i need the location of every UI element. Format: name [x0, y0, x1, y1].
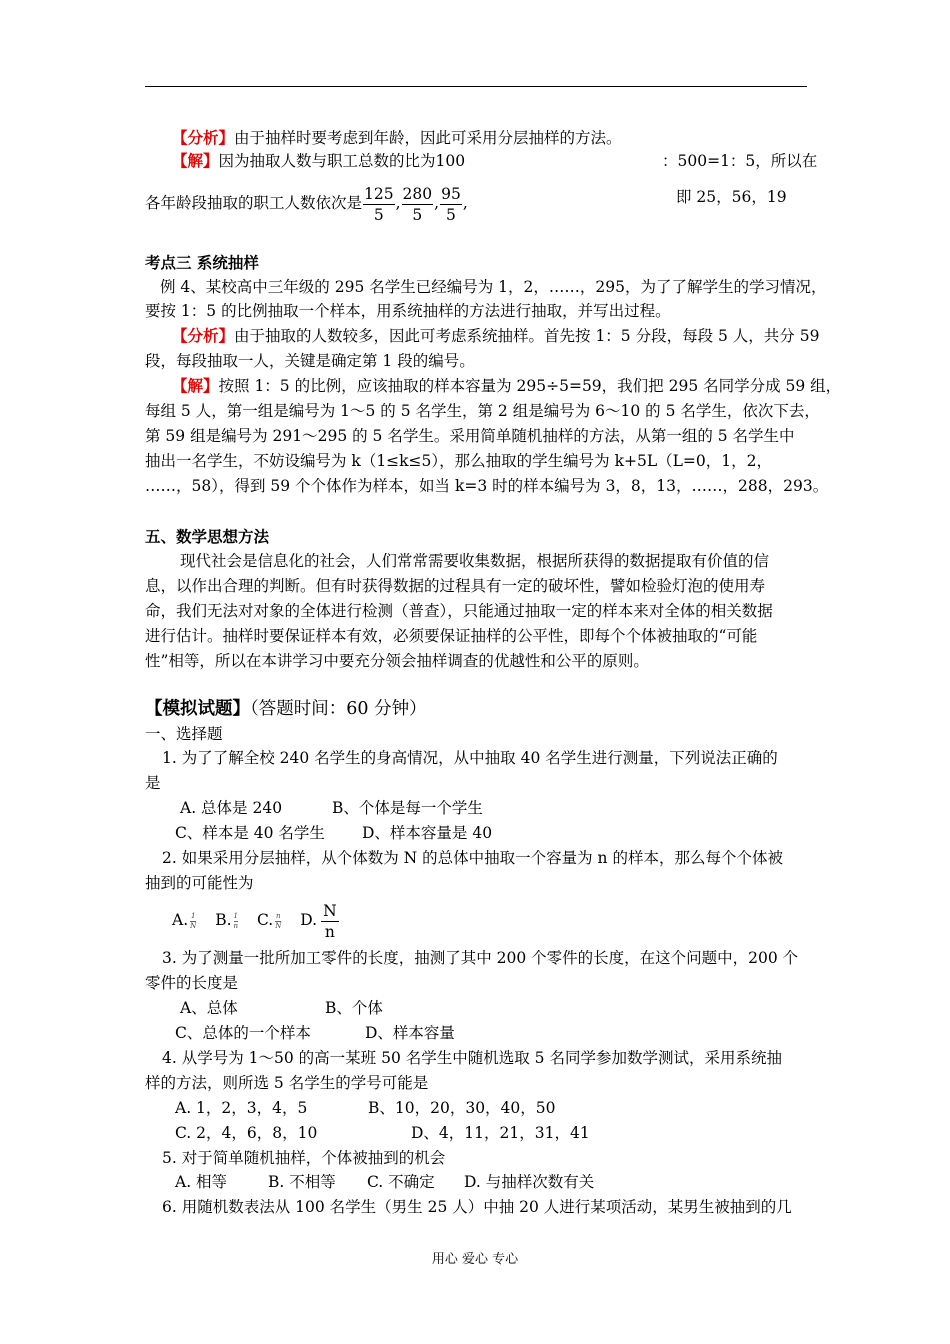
option: D、4，11，21，31，41 [411, 1124, 590, 1142]
question-2: 2. 如果采用分层抽样，从个体数为 N 的总体中抽取一个容量为 n 的样本，那么每个个体被 [162, 849, 783, 867]
fraction [321, 901, 339, 942]
analysis-text: 由于抽样时要考虑到年龄，因此可采用分层抽样的方法。 [234, 129, 622, 147]
header-rule [145, 86, 807, 87]
page-footer: 用心 爱心 专心 [431, 1252, 519, 1267]
solution-text: 因为抽取人数与职工总数的比为100 [218, 152, 466, 170]
mock-test-title [145, 699, 427, 719]
option: B、10，20，30，40，50 [368, 1099, 556, 1117]
option: A. 1，2，3，4，5 [175, 1099, 308, 1117]
option: A. 总体是 240 [180, 799, 283, 817]
analysis-tag: 【分析】 [172, 326, 235, 345]
option: C、样本是 40 名学生 [175, 824, 325, 842]
example4-solution-line: ……，58），得到 59 个个体作为样本，如当 k=3 时的样本编号为 3，8，13，……，288，293。 [145, 477, 829, 495]
option: B、个体是每一个学生 [332, 799, 483, 817]
mock-time: （答题时间：60 分钟） [250, 699, 427, 719]
option: D、样本容量 [365, 1024, 455, 1042]
fraction-denominator: N [190, 921, 197, 930]
question-2-options [172, 900, 339, 942]
example4-solution-line [172, 376, 841, 396]
section5-paragraph-line: 息，以作出合理的判断。但有时获得数据的过程具有一定的破坏性，譬如检验灯泡的使用寿 [145, 577, 766, 595]
example4-solution-line: 抽出一名学生，不妨设编号为 k（1≤k≤5），那么抽取的学生编号为 k+5L（L=0，1，2， [145, 452, 772, 470]
case3-analysis-line [172, 128, 622, 148]
fraction [234, 912, 239, 931]
analysis-text: 由于抽取的人数较多，因此可考虑系统抽样。首先按 1：5 分段，每段 5 人，共分 59 [234, 327, 820, 345]
solution-tag: 【解】 [172, 151, 219, 170]
option: D、样本容量是 40 [362, 824, 493, 842]
comma: , [395, 194, 401, 212]
fraction-numerator: 280 [402, 184, 433, 203]
fraction [402, 184, 434, 225]
question-3-cont: 零件的长度是 [145, 974, 239, 992]
case3-fraction-line [145, 180, 468, 226]
fraction-numerator: 1 [233, 911, 238, 920]
question-1: 1. 为了了解全校 240 名学生的身高情况，从中抽取 40 名学生进行测量，下列说法正确的 [162, 749, 778, 767]
question-6: 6. 用随机数表法从 100 名学生（男生 25 人）中抽 20 人进行某项活动，某男生被抽到的几 [162, 1198, 792, 1216]
question-3: 3. 为了测量一批所加工零件的长度，抽测了其中 200 个零件的长度，在这个问题中，200 个 [162, 949, 799, 967]
question-1-cont: 是 [145, 774, 161, 792]
option: B、个体 [325, 999, 383, 1017]
fraction-numerator: 1 [190, 911, 196, 920]
fraction-numerator: 95 [441, 184, 461, 203]
fraction-numerator: 125 [364, 184, 394, 203]
option: D. 与抽样次数有关 [464, 1173, 595, 1191]
analysis-tag: 【分析】 [172, 128, 235, 147]
comma: , [462, 194, 468, 212]
part1-heading: 一、选择题 [145, 725, 223, 743]
fraction-denominator: n [233, 921, 239, 930]
question-2-cont: 抽到的可能性为 [145, 874, 254, 892]
question-4-cont: 样的方法，则所选 5 名学生的学号可能是 [145, 1074, 429, 1092]
fraction-denominator: 5 [412, 205, 423, 224]
example4-line: 要按 1：5 的比例抽取一个样本，用系统抽样的方法进行抽取，并写出过程。 [145, 302, 671, 320]
fraction [190, 912, 196, 931]
example4-line: 例 4、某校高中三年级的 295 名学生已经编号为 1，2，……，295，为了了解学生的学习情况， [160, 278, 827, 296]
fraction [275, 912, 281, 931]
option-label: D. [300, 911, 318, 929]
case3-ratio-text: ：500=1：5，所以在 [662, 152, 818, 170]
case3-line3-text: 各年龄段抽取的职工人数依次是 [145, 194, 363, 212]
comma: , [434, 194, 440, 212]
option: C、总体的一个样本 [175, 1024, 311, 1042]
fraction-denominator: 5 [446, 205, 456, 224]
solution-tag: 【解】 [172, 376, 219, 395]
question-4: 4. 从学号为 1～50 的高一某班 50 名学生中随机选取 5 名同学参加数学测试，采用系统抽 [162, 1049, 782, 1067]
fraction-numerator: N [323, 901, 337, 920]
option-label: C. [256, 911, 274, 929]
section5-heading: 五、数学思想方法 [145, 527, 270, 546]
example4-solution-line: 第 59 组是编号为 291～295 的 5 名学生。采用简单随机抽样的方法，从第一组的 5 名学生中 [145, 427, 795, 445]
option: A. 相等 [175, 1173, 228, 1191]
example4-analysis-line: 段，每段抽取一人，关键是确定第 1 段的编号。 [145, 352, 475, 370]
fraction [440, 184, 462, 225]
fraction-denominator: N [275, 921, 282, 930]
fraction-numerator: n [276, 911, 281, 920]
option-label: A. [172, 911, 189, 929]
fraction-denominator: 5 [373, 205, 384, 224]
mock-title-label: 【模拟试题】 [145, 699, 250, 719]
example4-analysis-line [172, 326, 819, 346]
option-label: B. [215, 911, 232, 929]
option: B. 不相等 [268, 1173, 336, 1191]
section5-paragraph-line: 性”相等，所以在本讲学习中要充分领会抽样调查的优越性和公平的原则。 [145, 652, 649, 670]
solution-text: 按照 1：5 的比例，应该抽取的样本容量为 295÷5=59，我们把 295 名同学分成 59 组， [218, 377, 842, 395]
section5-paragraph-line: 命，我们无法对对象的全体进行检测（普查），只能通过抽取一定的样本来对全体的相关数据 [145, 602, 773, 620]
question-5: 5. 对于简单随机抽样，个体被抽到的机会 [162, 1149, 446, 1167]
option: C. 不确定 [367, 1173, 435, 1191]
section5-paragraph-line: 进行估计。抽样时要保证样本有效，必须要保证抽样的公平性，即每个个体被抽取的“可能 [145, 627, 758, 645]
fraction-denominator: n [324, 922, 335, 941]
section3-heading: 考点三 系统抽样 [145, 253, 259, 272]
fraction [363, 184, 395, 225]
section5-paragraph-line: 现代社会是信息化的社会，人们常常需要收集数据，根据所获得的数据提取有价值的信 [180, 552, 770, 570]
example4-solution-line: 每组 5 人，第一组是编号为 1～5 的 5 名学生，第 2 组是编号为 6～10 的 5 名学生，依次下去， [145, 402, 820, 420]
option: C. 2，4，6，8，10 [175, 1124, 318, 1142]
option: A、总体 [180, 999, 238, 1017]
case3-solution-line [172, 151, 465, 171]
case3-result: 即 25，56，19 [676, 188, 787, 206]
